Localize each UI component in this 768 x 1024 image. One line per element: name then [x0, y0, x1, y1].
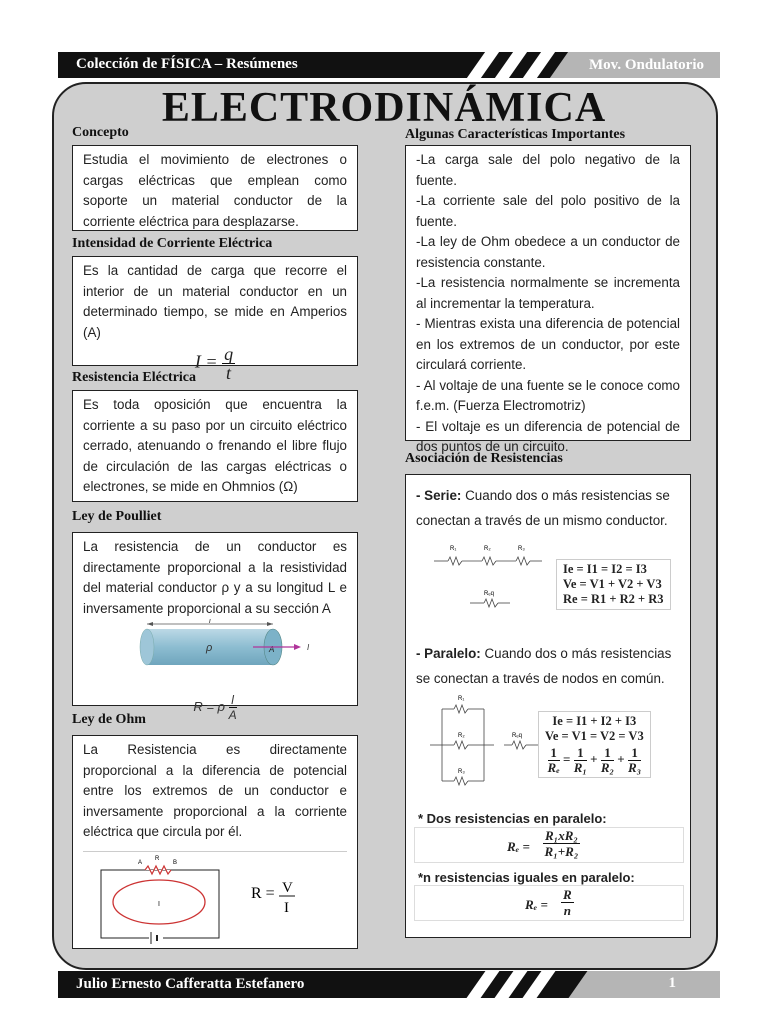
ohm-formula-lhs: R = — [251, 884, 275, 902]
stripe-decoration — [467, 52, 499, 78]
svg-text:R₁: R₁ — [450, 546, 457, 552]
n-resistencias-label: *n resistencias iguales en paralelo: — [418, 870, 635, 885]
svg-text:I: I — [158, 900, 160, 908]
heading-asociacion: Asociación de Resistencias — [405, 451, 563, 466]
heading-intensidad: Intensidad de Corriente Eléctrica — [72, 236, 273, 251]
svg-text:R: R — [155, 855, 160, 862]
page-title: ELECTRODINÁMICA — [161, 85, 607, 131]
intensidad-text: Es la cantidad de carga que recorre el interior de un material conductor en un determinado tiempo, se mide en Amperios (A) — [83, 263, 347, 340]
conductor-figure — [83, 619, 347, 699]
heading-resistencia: Resistencia Eléctrica — [72, 370, 197, 385]
paralelo-circuit — [428, 695, 548, 793]
collection-title: Colección de FÍSICA – Resúmenes — [76, 56, 298, 72]
heading-poulliet: Ley de Poulliet — [72, 509, 162, 524]
caracteristica-item: -La corriente sale del polo positivo de la fuente. — [416, 193, 680, 229]
poulliet-text: La resistencia de un conductor es directamente proporcional a la resistividad del material conductor ρ y a su longitud L e inversamente proporcional a su sección A — [83, 539, 347, 616]
footer-bar — [58, 971, 720, 998]
footer-tag — [569, 971, 720, 998]
svg-text:R₂: R₂ — [458, 733, 465, 739]
heading-concepto: Concepto — [72, 125, 129, 140]
author-name: Julio Ernesto Cafferatta Estefanero — [76, 976, 305, 992]
asociacion-box — [405, 474, 691, 938]
svg-text:Rₑq: Rₑq — [512, 733, 522, 739]
serie-circuit — [430, 541, 570, 611]
label-l: l — [209, 619, 211, 625]
ohm-formula-den: I — [284, 899, 289, 916]
svg-text:B: B — [173, 859, 178, 866]
paralelo-equations — [538, 711, 651, 778]
svg-text:R₃: R₃ — [518, 546, 525, 552]
paralelo-eq-resistance: $\frac{1}{\text{Rₑ}}$ = $\frac{1}{\text{R₁}}$ + $\frac{1}{\text{R₂}}$ + $\frac{1}{\text{R₃}}$ — [547, 745, 642, 775]
resistencia-text: Es toda oposición que encuentra la corriente a su paso por un circuito eléctrico cerrado, atenuando o frenando el libre flujo de circulación de las cargas eléctricas o electrones, se mide en Ohmnios (Ω) — [83, 397, 347, 494]
caracteristica-item: -La resistencia normalmente se incrementa al incrementar la temperatura. — [416, 275, 680, 311]
poulliet-formula: R = ρ $\frac{l}{A}$ — [193, 693, 237, 722]
caracteristica-item: - El voltaje es un diferencia de potencial de dos puntos de un circuito. — [416, 418, 680, 454]
stripe-decoration — [495, 971, 528, 998]
heading-caracteristicas: Algunas Características Importantes — [405, 127, 626, 142]
caracteristica-item: -La carga sale del polo negativo de la fuente. — [416, 152, 680, 188]
paralelo-eq-voltage: Ve = V1 = V2 = V3 — [545, 729, 644, 743]
caracteristica-item: -La ley de Ohm obedece a un conductor de resistencia constante. — [416, 234, 680, 270]
label-I: I — [307, 643, 310, 652]
header-bar — [58, 52, 720, 78]
svg-text:A: A — [138, 859, 143, 866]
paralelo-text: Cuando dos o más resistencias se conectan a través de nodos en común. — [416, 646, 672, 686]
caracteristica-item: - Al voltaje de una fuente se le conoce como f.e.m. (Fuerza Electromotriz) — [416, 377, 680, 413]
ohm-formula-num: V — [282, 879, 293, 896]
svg-text:R₃: R₃ — [458, 769, 465, 775]
stripe-decoration — [523, 971, 556, 998]
caracteristica-item: - Mientras exista una diferencia de potencial en los extremos de un conductor, por este circulará corriente. — [416, 316, 680, 372]
serie-label: - Serie: — [416, 488, 462, 503]
ohm-text: La Resistencia es directamente proporcional a la diferencia de potencial entre los extremos de un conductor e inversamente proporcional a la corriente eléctrica que circula por él. — [83, 742, 347, 839]
resistor-symbol — [145, 866, 171, 874]
dos-resistencias-formula: Rₑ = R₁xR₂ R₁+R₂ — [414, 827, 684, 863]
paralelo-label: - Paralelo: — [416, 646, 481, 661]
svg-text:R₁: R₁ — [458, 696, 465, 702]
serie-eq-current: Ie = I1 = I2 = I3 — [563, 562, 647, 576]
topic-tag: Mov. Ondulatorio — [550, 52, 720, 78]
concepto-text: Estudia el movimiento de electrones o cargas eléctricas que emplean como soporte un material conductor de la corriente eléctrica para desplazarse. — [83, 152, 347, 229]
svg-text:R₂: R₂ — [484, 546, 491, 552]
serie-eq-voltage: Ve = V1 + V2 + V3 — [563, 577, 662, 591]
label-rho: ρ — [206, 642, 213, 654]
svg-text:Rₑq: Rₑq — [484, 591, 494, 597]
formula-lhs: I = — [194, 351, 218, 372]
resistencia-box — [72, 390, 358, 502]
ohm-circuit-figure — [83, 852, 347, 944]
heading-ohm: Ley de Ohm — [72, 712, 146, 727]
caracteristicas-box — [405, 145, 691, 454]
page-number: 1 — [668, 975, 676, 991]
label-A: A — [269, 645, 275, 654]
stripe-decoration — [523, 52, 555, 78]
serie-equations — [556, 559, 671, 610]
concepto-box — [72, 145, 358, 231]
formula-numerator: q — [224, 344, 234, 364]
stripe-decoration — [495, 52, 527, 78]
paralelo-eq-current: Ie = I1 + I2 + I3 — [552, 714, 637, 728]
ohm-box — [72, 735, 358, 949]
stripe-decoration — [467, 971, 500, 998]
formula-denominator: t — [226, 363, 232, 383]
n-resistencias-formula: Rₑ = R n — [414, 885, 684, 921]
serie-text: Cuando dos o más resistencias se conectan a través de un mismo conductor. — [416, 488, 670, 528]
dos-resistencias-label: * Dos resistencias en paralelo: — [418, 811, 607, 826]
serie-eq-resistance: Re = R1 + R2 + R3 — [563, 592, 664, 606]
